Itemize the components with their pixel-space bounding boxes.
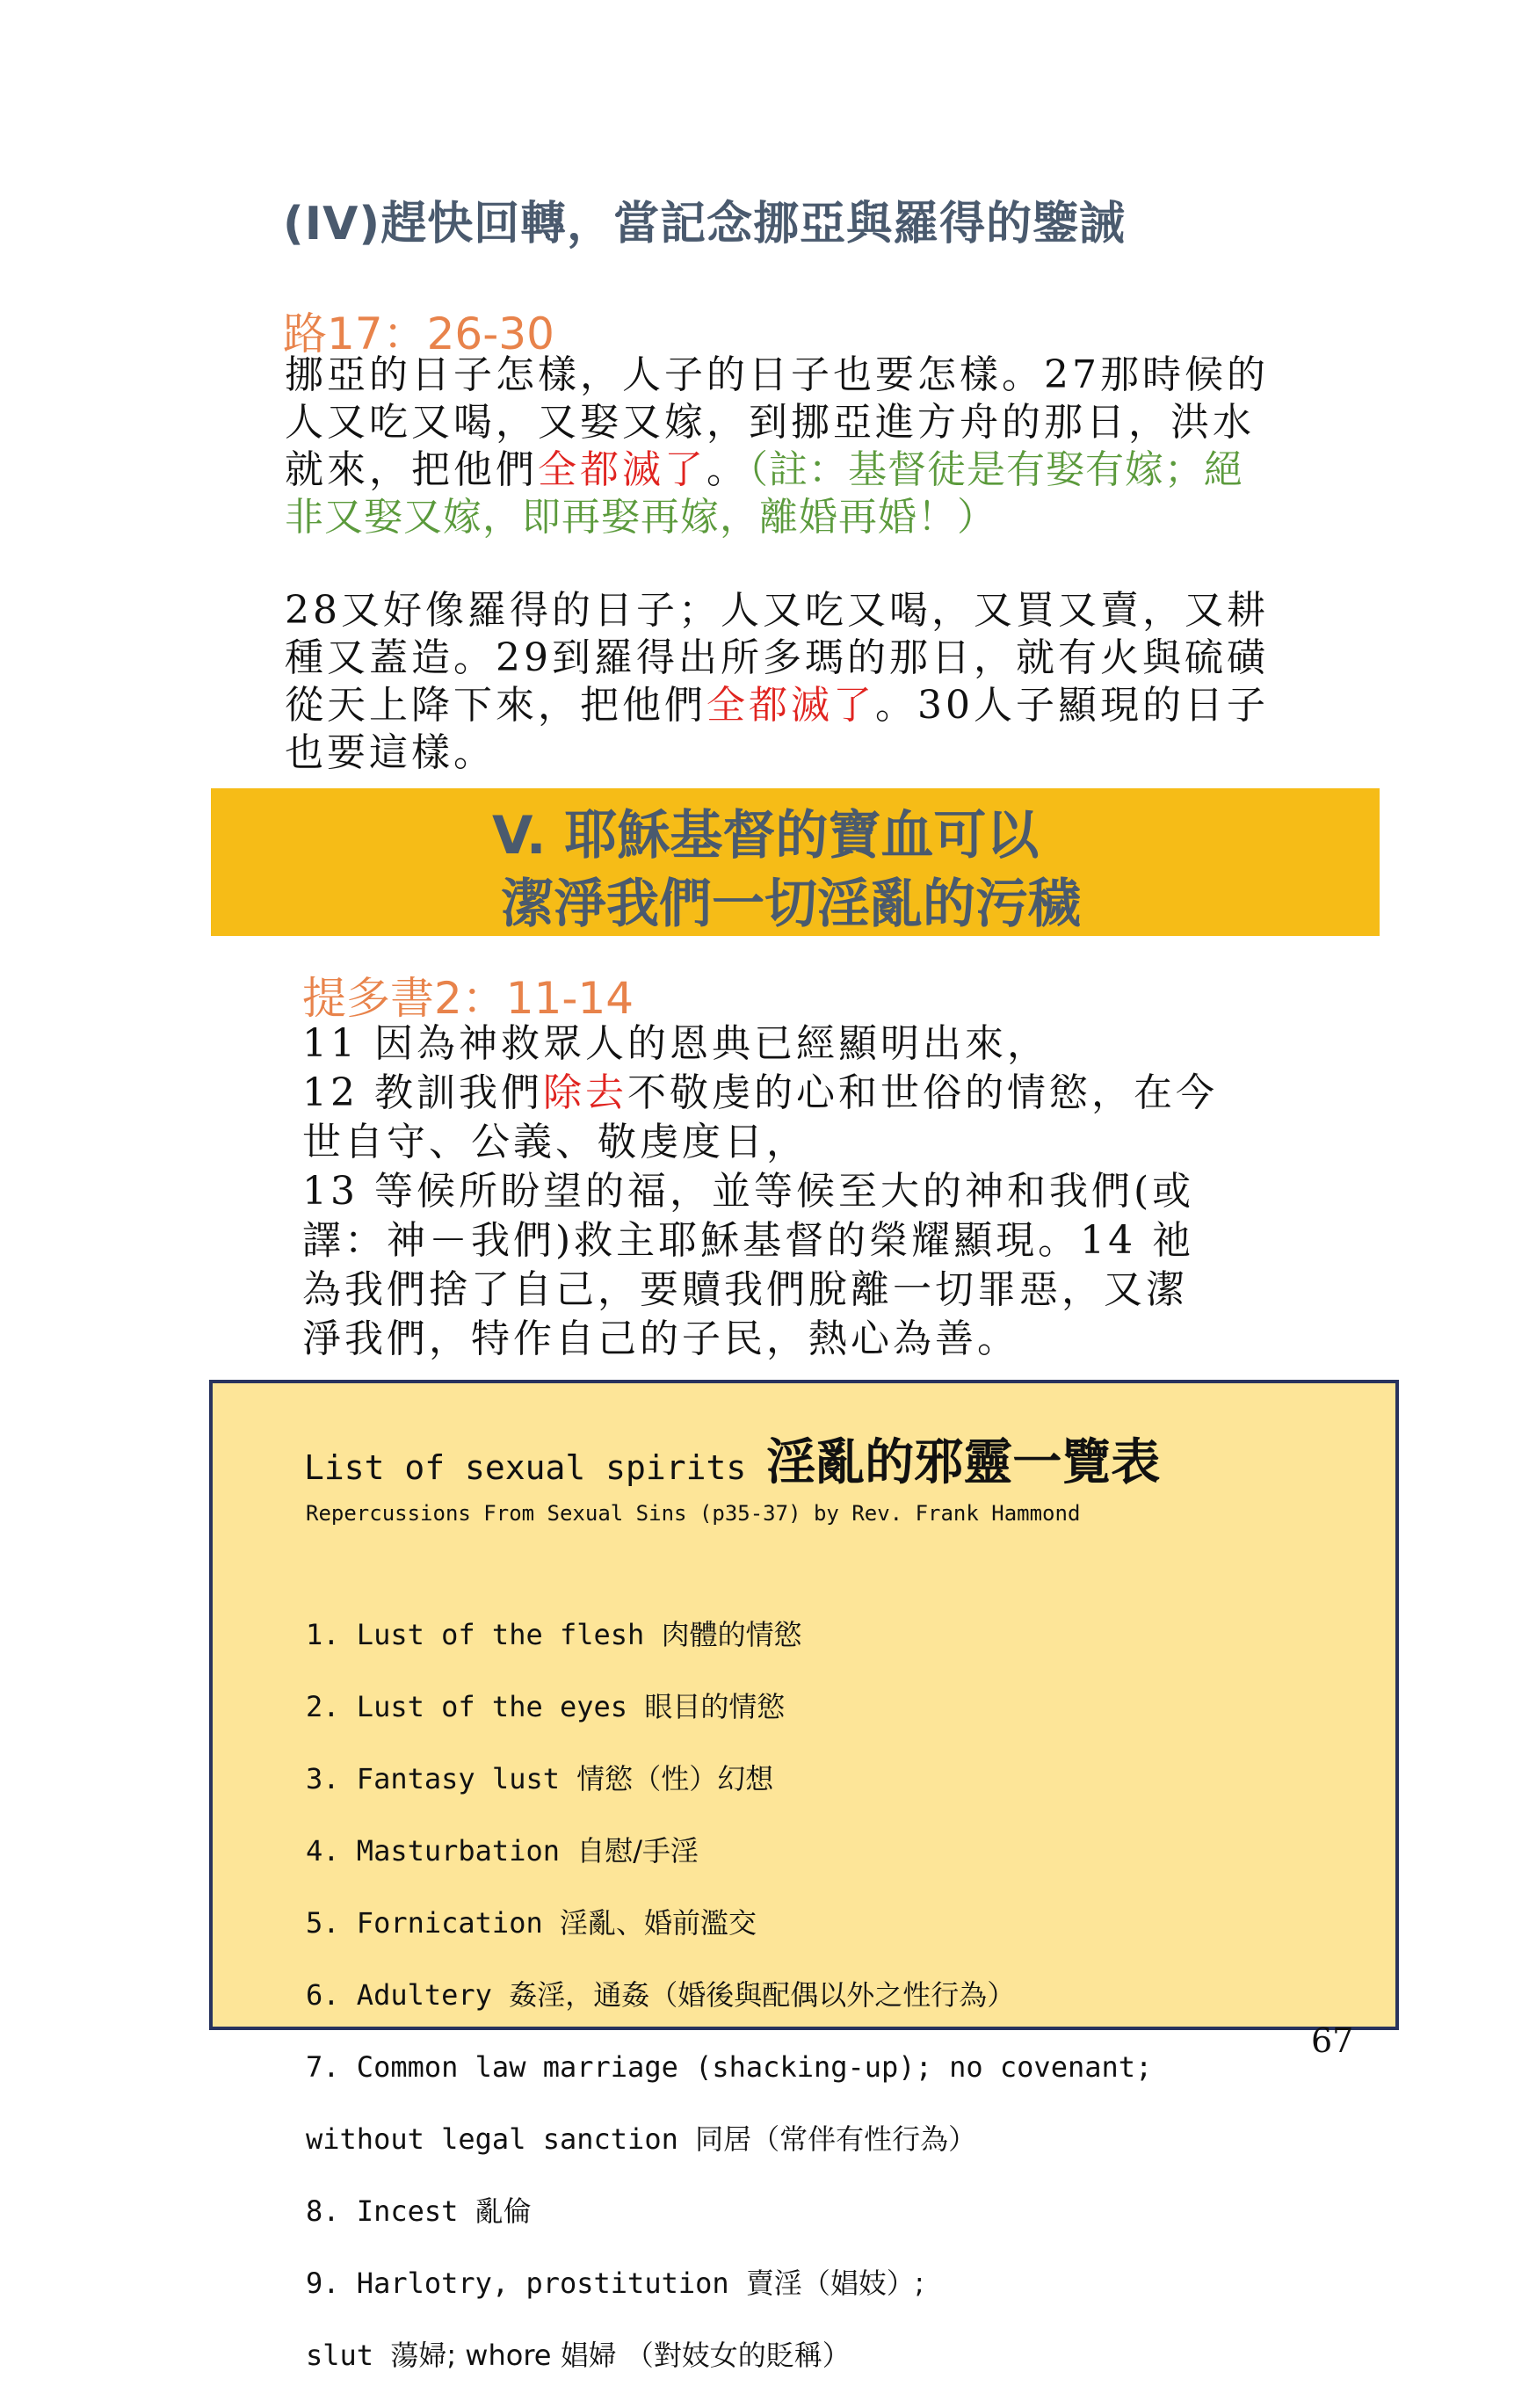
- emphasis-text: 全都滅了: [706, 683, 875, 728]
- verse-line: 也要這樣。: [285, 730, 496, 775]
- verse-line: 淨我們，特作自己的子民，熱心為善。: [302, 1316, 1019, 1361]
- note-text: （註：基督徒是有娶有嫁；絕: [749, 447, 1243, 492]
- verse-text: 就來，把他們: [285, 447, 538, 492]
- verse-line: [285, 446, 1269, 494]
- box-title: [304, 1424, 1160, 1494]
- verse-line: 28又好像羅得的日子；人又吃又喝，又買又賣，又耕: [285, 588, 1269, 633]
- list-item: 5. Fornication 淫亂、婚前濫交: [306, 1906, 757, 1940]
- verse-line: 13 等候所盼望的福，並等候至大的神和我們(或: [302, 1169, 1195, 1214]
- box-subtitle: Repercussions From Sexual Sins (p35-37) by Rev. Frank Hammond: [306, 1501, 1081, 1526]
- verse-line: 挪亞的日子怎樣，人子的日子也要怎樣。27那時候的: [285, 352, 1269, 397]
- spirits-list: [306, 1582, 1152, 2408]
- banner-line-1: V. 耶穌基督的寶血可以: [492, 805, 1040, 867]
- verse-line: 人又吃又喝，又娶又嫁，到挪亞進方舟的那日，洪水: [285, 400, 1255, 445]
- verse-line: 種又蓋造。29到羅得出所多瑪的那日，就有火與硫磺: [285, 635, 1269, 680]
- verse-line: 為我們捨了自己，要贖我們脫離一切罪惡，又潔: [302, 1267, 1188, 1312]
- section-5-reference: 提多書2：11-14: [302, 973, 634, 1024]
- emphasis-text: 除去: [542, 1070, 627, 1115]
- list-item: 8. Incest 亂倫: [306, 2194, 532, 2228]
- emphasis-text: 全都滅了: [538, 447, 706, 492]
- section-4-paragraph-2: [285, 587, 1269, 777]
- section-4-reference: 路17：26-30: [283, 308, 554, 359]
- list-item: 1. Lust of the flesh 肉體的情慾: [306, 1618, 802, 1651]
- page-number: 67: [1311, 2021, 1354, 2060]
- verse-line: [302, 1069, 1218, 1118]
- list-item: 2. Lust of the eyes 眼目的情慾: [306, 1690, 786, 1723]
- verse-line: 世自守、公義、敬虔度日，: [302, 1120, 808, 1164]
- verse-text: 。: [706, 447, 749, 492]
- box-title-zh: 淫亂的邪靈一覽表: [766, 1434, 1161, 1491]
- verse-text: 。30人子顯現的日子: [875, 683, 1269, 728]
- section-5-banner: [211, 788, 1380, 936]
- banner-line-2: 潔淨我們一切淫亂的污穢: [501, 874, 1081, 935]
- section-4-heading: (IV)趕快回轉，當記念挪亞與羅得的鑒誡: [283, 198, 1127, 250]
- list-item: slut 蕩婦; whore 娼婦 （對妓女的貶稱）: [306, 2339, 851, 2372]
- list-item: 4. Masturbation 自慰/手淫: [306, 1834, 699, 1868]
- list-item: 9. Harlotry, prostitution 賣淫（娼妓）;: [306, 2267, 924, 2300]
- verse-text: 不敬虔的心和世俗的情慾，在今: [627, 1070, 1218, 1115]
- list-item: 7. Common law marriage (shacking-up); no covenant;: [306, 2050, 1153, 2084]
- verse-line: [285, 682, 1269, 729]
- verse-text: 12 教訓我們: [302, 1070, 543, 1115]
- box-title-en: List of sexual spirits: [304, 1448, 767, 1487]
- section-5-verses: [302, 1019, 1218, 1364]
- verse-text: 從天上降下來，把他們: [285, 683, 706, 728]
- verse-line: 11 因為神救眾人的恩典已經顯明出來，: [302, 1021, 1049, 1066]
- list-item: without legal sanction 同居（常伴有性行為）: [306, 2122, 977, 2156]
- list-item: 6. Adultery 姦淫，通姦（婚後與配偶以外之性行為）: [306, 1978, 1016, 2012]
- list-item: 3. Fantasy lust 情慾（性）幻想: [306, 1762, 774, 1795]
- note-text: 非又娶又嫁，即再娶再嫁，離婚再婚！）: [285, 495, 996, 540]
- verse-line: 譯：神－我們)救主耶穌基督的榮耀顯現。14 祂: [302, 1218, 1195, 1263]
- section-4-paragraph-1: [285, 352, 1269, 541]
